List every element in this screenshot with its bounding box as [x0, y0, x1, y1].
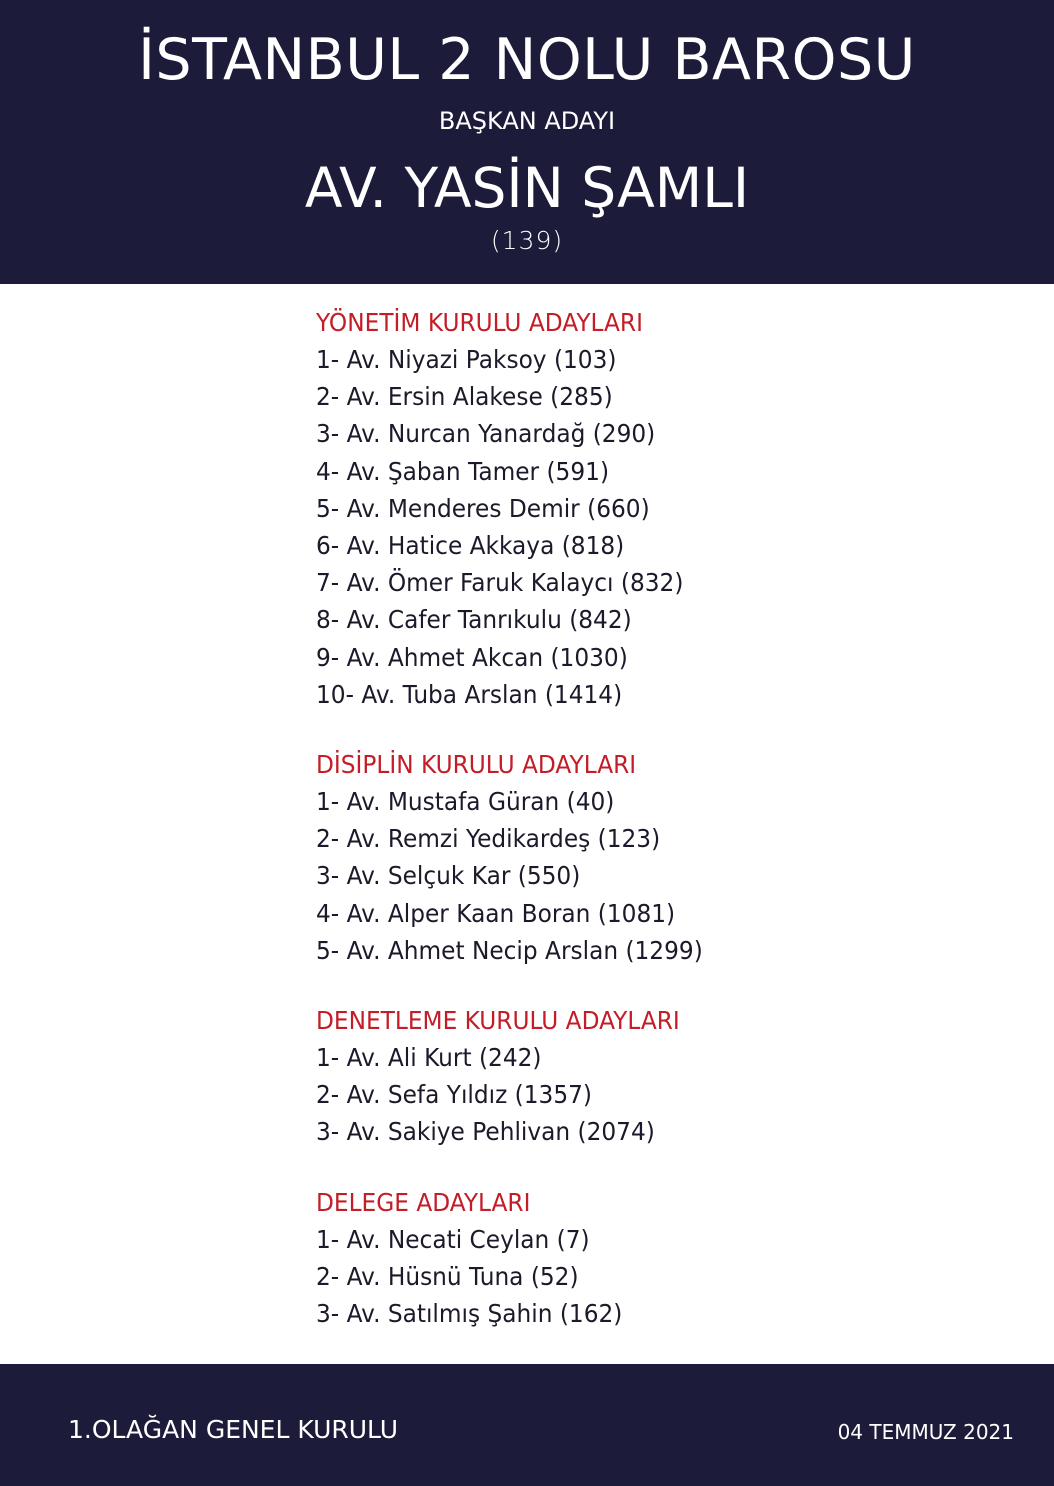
list-item: 7- Av. Ömer Faruk Kalaycı (832)	[316, 568, 684, 598]
candidate-list	[316, 783, 1016, 969]
section-denetleme	[316, 1002, 1016, 1151]
list-item: 1- Av. Niyazi Paksoy (103)	[316, 345, 617, 374]
list-item: 1- Av. Ali Kurt (242)	[316, 1043, 542, 1073]
list-item: 4- Av. Alper Kaan Boran (1081)	[316, 898, 676, 928]
event-date: 04 TEMMUZ 2021	[837, 1420, 1014, 1444]
section-yonetim	[316, 304, 1016, 713]
list-item: 8- Av. Cafer Tanrıkulu (842)	[316, 605, 632, 635]
list-item: 2- Av. Remzi Yedikardeş (123)	[316, 824, 661, 854]
section-disiplin	[316, 746, 1016, 969]
candidate-role: BAŞKAN ADAYI	[438, 107, 616, 135]
list-item: 3- Av. Sakiye Pehlivan (2074)	[316, 1117, 655, 1147]
list-item: 3- Av. Satılmış Şahin (162)	[316, 1299, 623, 1329]
list-item: 4- Av. Şaban Tamer (591)	[316, 456, 610, 486]
section-heading: YÖNETİM KURULU ADAYLARI	[316, 308, 643, 337]
list-item: 10- Av. Tuba Arslan (1414)	[316, 679, 623, 709]
candidate-list	[316, 1221, 1016, 1333]
header-banner	[0, 0, 1054, 284]
list-item: 5- Av. Ahmet Necip Arslan (1299)	[316, 935, 703, 965]
section-heading: DENETLEME KURULU ADAYLARI	[316, 1006, 680, 1036]
list-item: 3- Av. Nurcan Yanardağ (290)	[316, 419, 656, 449]
list-item: 2- Av. Ersin Alakese (285)	[316, 382, 613, 412]
candidate-lists	[316, 304, 1016, 1365]
candidate-list	[316, 1039, 1016, 1151]
general-assembly-label: 1.OLAĞAN GENEL KURULU	[68, 1415, 399, 1444]
section-heading: DİSİPLİN KURULU ADAYLARI	[316, 750, 637, 780]
footer-banner	[0, 1364, 1054, 1486]
list-item: 9- Av. Ahmet Akcan (1030)	[316, 642, 628, 672]
list-item: 6- Av. Hatice Akkaya (818)	[316, 531, 625, 561]
list-item: 2- Av. Sefa Yıldız (1357)	[316, 1080, 592, 1110]
list-item: 5- Av. Menderes Demir (660)	[316, 493, 650, 523]
candidate-name: AV. YASİN ŞAMLI	[304, 156, 750, 220]
list-item: 3- Av. Selçuk Kar (550)	[316, 861, 581, 891]
section-heading: DELEGE ADAYLARI	[316, 1187, 531, 1217]
section-delege	[316, 1184, 1016, 1333]
candidate-list	[316, 341, 1016, 713]
list-item: 2- Av. Hüsnü Tuna (52)	[316, 1261, 579, 1291]
list-item: 1- Av. Mustafa Güran (40)	[316, 787, 615, 817]
list-item: 1- Av. Necati Ceylan (7)	[316, 1224, 590, 1254]
bar-association-title: İSTANBUL 2 NOLU BAROSU	[138, 27, 916, 93]
candidate-number: (139)	[490, 226, 564, 255]
